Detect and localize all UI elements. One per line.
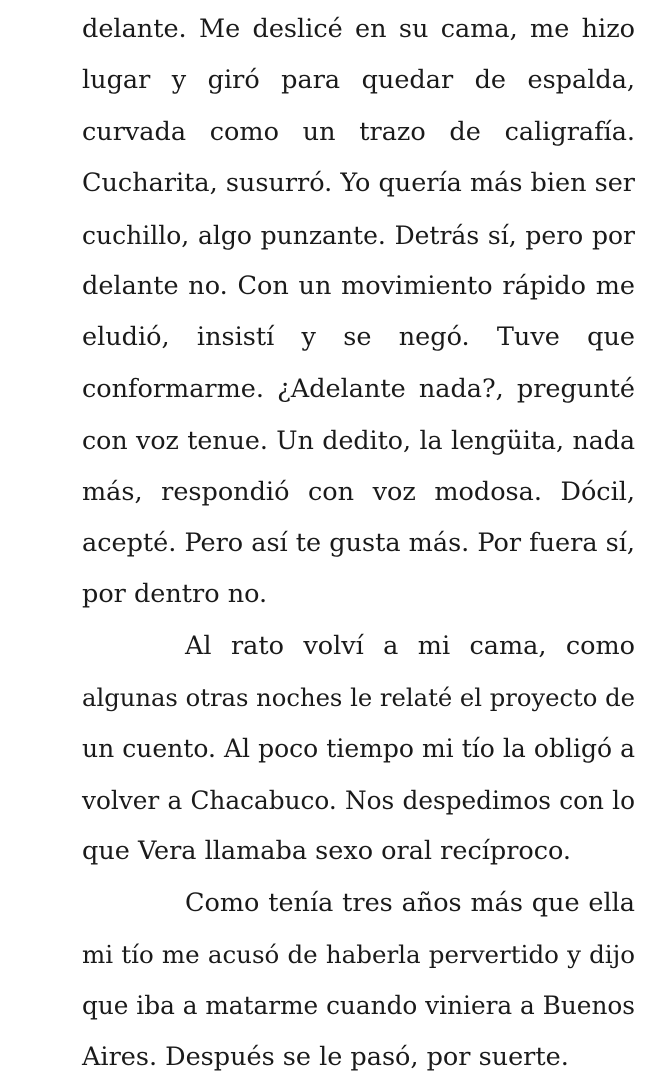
- text-line: que iba a matarme cuando viniera a Buenos: [82, 991, 635, 1021]
- text-line: por dentro no.: [82, 579, 268, 610]
- text-line: más, respondió con voz modosa. Dócil,: [82, 476, 635, 507]
- paragraph-first-line: Como tenía tres años más que ella: [185, 887, 635, 918]
- text-line: conformarme. ¿Adelante nada?, pregunté: [82, 373, 635, 404]
- text-line: algunas otras noches le relaté el proyecto de: [82, 683, 635, 713]
- book-page-text: [82, 4, 635, 1083]
- text-line: mi tío me acusó de haberla pervertido y dijo: [82, 940, 635, 970]
- paragraph-first-line: Al rato volví a mi cama, como: [185, 630, 635, 661]
- text-line: volver a Chacabuco. Nos despedimos con lo: [82, 785, 635, 815]
- text-line: curvada como un trazo de caligrafía.: [82, 116, 635, 147]
- text-line: un cuento. Al poco tiempo mi tío la obligó a: [82, 734, 635, 764]
- text-line: lugar y giró para quedar de espalda,: [82, 65, 635, 96]
- text-line: con voz tenue. Un dedito, la lengüita, nada: [82, 426, 635, 456]
- text-line: Cucharita, susurró. Yo quería más bien ser: [82, 168, 635, 199]
- text-line: acepté. Pero así te gusta más. Por fuera sí,: [82, 527, 635, 558]
- text-line: delante. Me deslicé en su cama, me hizo: [82, 14, 635, 44]
- text-line: Aires. Después se le pasó, por suerte.: [82, 1041, 569, 1072]
- text-line: delante no. Con un movimiento rápido me: [82, 270, 635, 301]
- text-line: cuchillo, algo punzante. Detrás sí, pero por: [82, 220, 635, 250]
- text-line: que Vera llamaba sexo oral recíproco.: [82, 836, 572, 867]
- text-line: eludió, insistí y se negó. Tuve que: [82, 322, 635, 353]
